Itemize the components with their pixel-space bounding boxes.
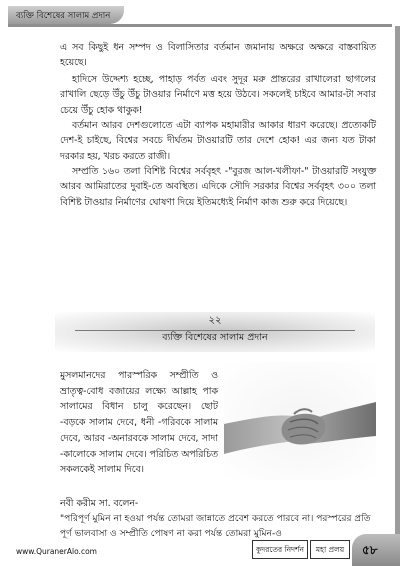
- running-header-title: ব্যক্তি বিশেষের সালাম প্রদান: [16, 11, 111, 21]
- hadith-quote: "পরিপূর্ণ মুমিন না হওয়া পর্যন্ত তোমরা জান্নাতে প্রবেশ করতে পারবে না। পরস্পরের প্রতি পূর্ণ ভালবাসা ও সম্প্রীতি পোষণ না করা পর্যন্ত তোমরা মুমিন-ও: [60, 514, 371, 539]
- chapter-banner: [55, 312, 375, 352]
- book-title-box: কুদরতের নিদর্শন: [252, 540, 308, 559]
- header-divider: [8, 24, 392, 27]
- chapter-number: ২২: [208, 315, 222, 326]
- website-url[interactable]: www.QuranerAlo.com: [16, 547, 97, 556]
- chapter-title: ব্যক্তি বিশেষের সালাম প্রদান: [162, 332, 268, 343]
- section-label-box: মহা প্রলয়: [310, 540, 350, 559]
- handshake-image: [224, 362, 376, 480]
- salam-intro-text: মুসলমানদের পারস্পরিক সম্প্রীতি ও ভ্রাতৃত্ব-বোধ বজায়ের লক্ষ্যে আল্লাহ পাক সালামের বিধান চালু করেছেন। ছোট -বড়কে সালাম দেবে, ধনী -গরিবকে সালাম দেবে, আরব -অনারবকে সালাম দেবে, সাদা -কালোকে সালাম দেবে। পরিচিত অপরিচিত সকলকেই সালাম দিবে।: [60, 370, 219, 476]
- page-number-tab: [352, 534, 400, 566]
- paragraph-1: এ সব কিছুই ধন সম্পদ ও বিলাসিতার বর্তমান জমানায় অক্ষরে অক্ষরে বাস্তবায়িত হয়েছে।: [60, 42, 376, 69]
- paragraph-2: হাদিসে উদ্দেশ্য হচ্ছে, পাহাড় পর্বত এবং সুদূর মরু প্রান্তরের রাখালেরা ছাগলের রাখালি ছেড়ে উঁচু উঁচু টাওয়ার নির্মাণে মত্ত হয়ে উঠবে। সকলেই চাইবে আমার-টা সবার চেয়ে উঁচু হোক থাকুক!: [60, 74, 376, 116]
- hadith-intro: নবী করীম সা. বলেন-: [60, 498, 139, 509]
- right-margin-bar: [395, 26, 400, 540]
- running-header: [8, 6, 124, 24]
- paragraph-4: সম্প্রতি ১৬০ তলা বিশিষ্ট বিশ্বের সর্ববৃহৎ -"বুরজ আল-খলীফা-" টাওয়ারটি সংযুক্ত আরব আমিরাতের দুবাই-তে অবস্থিত। এদিকে সৌদি সরকার বিশ্বের সর্ববৃহৎ ৩০০ তলা বিশিষ্ট টাওয়ার নির্মাণের ঘোষণা দিয়ে ইতিমধ্যেই নির্মাণ কাজ শুরু করে দিয়েছে।: [60, 166, 376, 208]
- paragraph-3: বর্তমান আরব দেশগুলোতে এটা ব্যাপক মহামারীর আকার ধারণ করেছে। প্রত্যেকটি দেশ-ই চাইছে, বিশ্বের সবচে দীর্ঘতম টাওয়ারটি তার দেশে হোক! এর জন্য যত টাকা দরকার হয়, খরচ করতে রাজী।: [60, 120, 376, 162]
- page-number: ৫৮: [362, 543, 378, 557]
